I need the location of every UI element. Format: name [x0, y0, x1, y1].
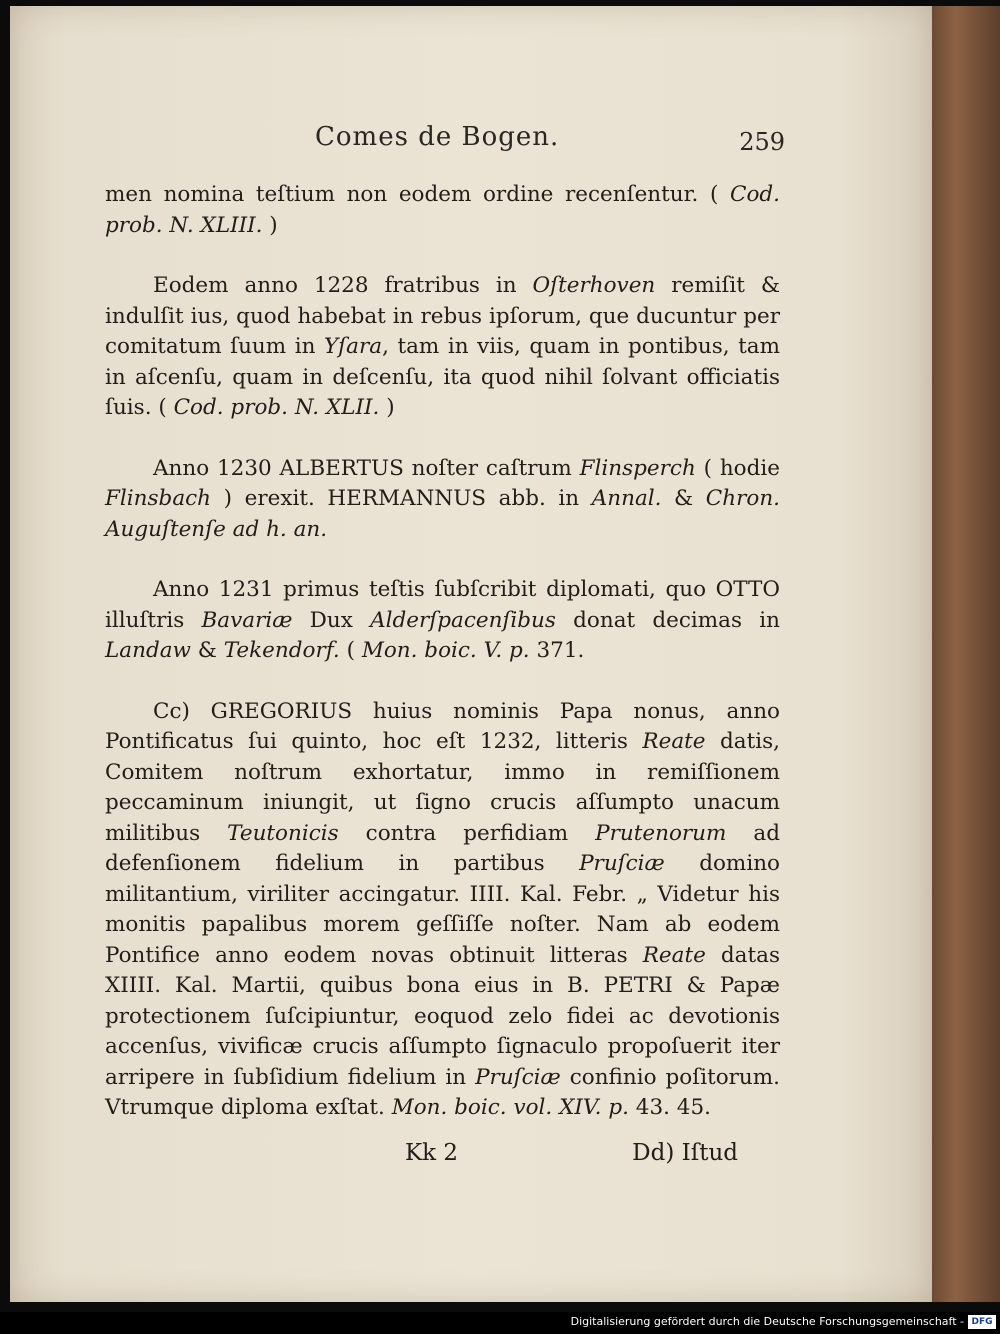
text-run: Anno 1231 primus teſtis ſubſcribit diplomati, quo OTTO illuſtris: [105, 577, 780, 633]
text-run: 43. 45.: [628, 1095, 711, 1120]
italic-run: Chron. Auguſtenſe ad h. an.: [105, 486, 780, 542]
paragraph: [105, 697, 780, 1124]
text-run: Anno 1230 ALBERTUS noſter caſtrum: [153, 455, 580, 481]
text-run: Eodem anno 1228 fratribus in: [153, 273, 533, 298]
italic-run: Reate: [642, 729, 706, 754]
text-run: ): [379, 395, 395, 420]
text-run: donat decimas in: [555, 607, 780, 633]
italic-run: Cod. prob. N. XLII.: [173, 395, 380, 420]
italic-run: Pruſciæ: [579, 851, 665, 876]
italic-run: Flinsperch: [579, 455, 696, 481]
text-run: (: [339, 638, 362, 663]
text-run: contra perfidiam: [338, 820, 596, 846]
italic-run: Bavariæ: [201, 607, 293, 633]
text-run: datis, Comitem noſtrum exhortatur, immo in remiſſionem peccaminum iniungit, ut ſigno crucis aſſumpto unacum militibus: [105, 729, 780, 846]
body-text: [105, 180, 780, 1124]
running-title: Comes de Bogen.: [315, 122, 560, 152]
italic-run: Reate: [642, 942, 706, 968]
text-run: ): [262, 212, 278, 238]
italic-run: Landaw: [105, 638, 191, 663]
page-number: 259: [739, 128, 785, 156]
italic-run: Prutenorum: [595, 820, 727, 846]
text-run: , tam in viis, quam in pontibus, tam in aſcenſu, quam in deſcenſu, ita quod nihil ſolvant officiatis ſuis. (: [105, 334, 780, 420]
text-run: confinio poſitorum. Vtrumque diploma exſtat.: [105, 1064, 780, 1120]
text-run: remiſit & indulſit ius, quod habebat in rebus ipſorum, que ducuntur per comitatum ſuum in: [105, 273, 780, 359]
italic-run: Annal.: [591, 486, 662, 511]
text-run: Cc) GREGORIUS huius nominis Papa nonus, anno Pontificatus ſui quinto, hoc eſt 1232, litteris: [105, 698, 780, 754]
italic-run: Alderſpacenſibus: [370, 607, 556, 633]
catchword: Dd) Iſtud: [632, 1140, 738, 1166]
paragraph: [105, 454, 780, 546]
text-run: 371.: [529, 638, 585, 663]
italic-run: Teutonicis: [227, 820, 339, 846]
text-run: ad defenſionem fidelium in partibus: [105, 820, 780, 876]
text-run: men nomina teſtium non eodem ordine recenſentur. (: [105, 182, 730, 207]
book-edge: [932, 6, 1000, 1302]
paragraph: [105, 180, 780, 241]
text-run: datas XIIII. Kal. Martii, quibus bona eius in B. PETRI & Papæ protectionem ſuſcipiuntur, eoquod zelo fidei ac devotionis accenſus, vivificæ crucis aſſumpto ſignaculo propoſuerit iter arripere in ſubſidium fidelium in: [105, 942, 780, 1090]
italic-run: Mon. boic. V. p.: [361, 638, 530, 663]
italic-run: Cod. prob. N. XLIII.: [105, 182, 780, 238]
italic-run: Yſara: [323, 334, 383, 359]
text-run: &: [661, 486, 706, 511]
paragraph: [105, 271, 780, 424]
italic-run: Tekendorf.: [223, 638, 340, 663]
paragraph: [105, 575, 780, 667]
footer-credit: Digitalisierung gefördert durch die Deutsche Forschungsgemeinschaft -: [570, 1315, 964, 1328]
text-run: Dux: [292, 607, 371, 633]
italic-run: Flinsbach: [105, 486, 212, 511]
text-run: domino militantium, viriliter accingatur. IIII. Kal. Febr. „ Videtur his monitis papalibus morem geſſiſſe noſter. Nam ab eodem Pontifice anno eodem novas obtinuit litteras: [105, 851, 780, 968]
italic-run: Oſterhoven: [532, 273, 656, 298]
footer-bar: [0, 1312, 1000, 1334]
text-run: ) erexit. HERMANNUS abb. in: [211, 486, 592, 511]
running-head: [105, 122, 785, 158]
italic-run: Mon. boic. vol. XIV. p.: [391, 1095, 629, 1120]
signature-mark: Kk 2: [405, 1140, 459, 1166]
text-run: ( hodie: [695, 455, 780, 481]
dfg-logo: DFG: [968, 1315, 996, 1329]
italic-run: Pruſciæ: [475, 1064, 561, 1090]
catchline: [105, 1140, 780, 1172]
text-run: &: [190, 638, 224, 663]
